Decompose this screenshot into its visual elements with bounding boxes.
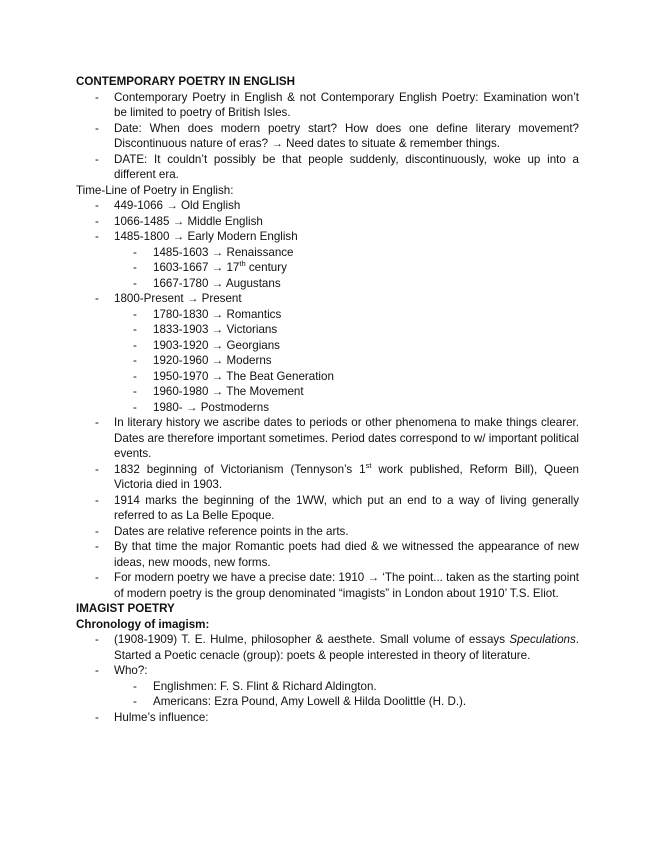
bullet-dash: - [95, 292, 99, 305]
bullet-dash: - [95, 90, 99, 104]
bullet-dash: - [133, 695, 137, 708]
bullet-dash: - [133, 307, 137, 321]
list-item: - DATE: It couldn’t possibly be that people suddenly, discontinuously, woke up into a different era. [95, 152, 579, 181]
bullet-dash: - [95, 710, 99, 724]
bullet-dash: - [95, 571, 99, 584]
timeline-item: - 1800-Present → Present [95, 292, 242, 305]
timeline-subitem: - 1485-1603 → Renaissance [133, 245, 294, 259]
timeline-subitem: - 1920-1960 → Moderns [133, 354, 272, 367]
bullet-dash: - [133, 400, 137, 414]
document-page [76, 74, 579, 725]
timeline-item: - 1485-1800 → Early Modern English [95, 230, 298, 243]
timeline-item: - 449-1066 → Old English [95, 199, 241, 212]
list-subitem: - Americans: Ezra Pound, Amy Lowell & Hilda Doolittle (H. D.). [133, 695, 467, 708]
bullet-dash: - [95, 540, 99, 553]
bullet-dash: - [133, 338, 137, 352]
timeline-subitem: - 1903-1920 → Georgians [133, 338, 280, 352]
bullet-dash: - [95, 199, 99, 212]
bullet-dash: - [133, 679, 137, 693]
list-subitem: - Englishmen: F. S. Flint & Richard Aldington. [133, 679, 377, 693]
bullet-dash: - [133, 276, 137, 290]
bullet-dash: - [95, 121, 99, 135]
timeline-subitem: - 1833-1903 → Victorians [133, 323, 278, 336]
list-item: - For modern poetry we have a precise date: 1910 → ‘The point... taken as the starting point of modern poetry is the group denominated “imagists” in London about 1910’ T.S. Eliot. [95, 571, 579, 600]
bullet-dash: - [133, 369, 137, 383]
list-item: - Contemporary Poetry in English & not Contemporary English Poetry: Examination won’t be limited to poetry of British Isles. [95, 90, 579, 119]
bullet-dash: - [95, 462, 99, 476]
list-item: - Dates are relative reference points in the arts. [95, 524, 349, 538]
chronology-heading: Chronology of imagism: [76, 617, 210, 631]
timeline-subitem: - 1780-1830 → Romantics [133, 307, 282, 321]
book-title: Speculations [509, 633, 576, 646]
list-item: - (1908-1909) T. E. Hulme, philosopher & aesthete. Small volume of essays Speculations. Started a Poetic cenacle (group): poets & people interested in theory of literature. [95, 633, 579, 662]
timeline-subitem: - 1667-1780 → Augustans [133, 276, 281, 290]
timeline-item: - 1066-1485 → Middle English [95, 214, 263, 228]
timeline-subitem: - 1950-1970 → The Beat Generation [133, 369, 334, 383]
list-item: - Who?: [95, 664, 148, 677]
bullet-dash: - [95, 664, 99, 677]
list-item: - In literary history we ascribe dates to periods or other phenomena to make things clearer. Dates are therefore important sometimes. Period dates correspond to w/ important political events. [95, 416, 579, 460]
timeline-heading: Time-Line of Poetry in English: [76, 183, 234, 197]
bullet-dash: - [95, 416, 99, 429]
list-item: - 1832 beginning of Victorianism (Tennyson’s 1st work published, Reform Bill), Queen Victoria died in 1903. [95, 460, 579, 491]
section-heading-imagist: IMAGIST POETRY [76, 602, 175, 615]
list-item: - 1914 marks the beginning of the 1WW, which put an end to a way of living generally referred to as La Belle Epoque. [95, 493, 579, 522]
timeline-subitem: - 1980- → Postmoderns [133, 400, 269, 414]
timeline-subitem: - 1960-1980 → The Movement [133, 385, 304, 398]
bullet-dash: - [95, 633, 99, 646]
bullet-dash: - [95, 214, 99, 228]
bullet-dash: - [95, 152, 99, 166]
list-item: - By that time the major Romantic poets had died & we witnessed the appearance of new ideas, new moods, new forms. [95, 540, 579, 569]
list-item: - Hulme’s influence: [95, 710, 209, 724]
timeline-subitem: - 1603-1667 → 17th century [133, 259, 287, 274]
bullet-dash: - [95, 230, 99, 243]
section-heading-contemporary: CONTEMPORARY POETRY IN ENGLISH [76, 75, 296, 88]
bullet-dash: - [133, 261, 137, 274]
bullet-dash: - [133, 354, 137, 367]
bullet-dash: - [133, 385, 137, 398]
bullet-dash: - [95, 524, 99, 538]
bullet-dash: - [133, 245, 137, 259]
bullet-dash: - [95, 493, 99, 507]
list-item: - Date: When does modern poetry start? How does one define literary movement? Discontinuous nature of eras? → Need dates to situate & remember things. [95, 121, 579, 150]
bullet-dash: - [133, 323, 137, 336]
